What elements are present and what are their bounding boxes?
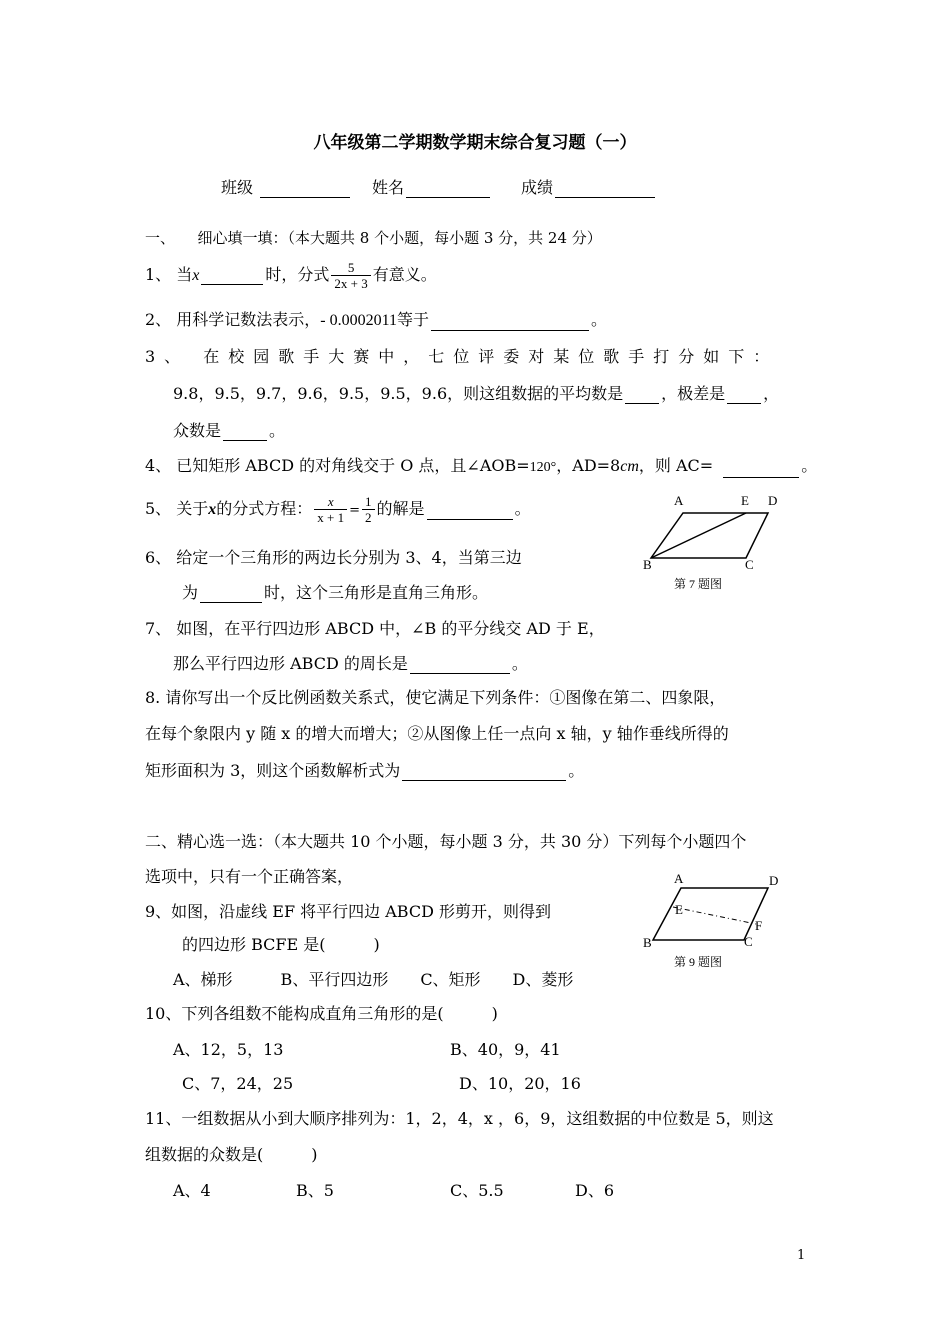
fig7-label-c: C — [745, 557, 754, 572]
q11-option-a[interactable]: A、4 — [173, 1181, 211, 1200]
fig9-label-d: D — [769, 873, 779, 888]
q5-fraction-right: $\frac{1}{2}$ — [362, 494, 375, 525]
question-2: 2、 用科学记数法表示，- 0.0002011等于 。 — [145, 310, 608, 329]
question-11-line2: 组数据的众数是( ) — [145, 1145, 318, 1164]
question-9-line1: 9、如图，沿虚线 EF 将平行四边 ABCD 形剪开，则得到 — [145, 902, 551, 921]
fig9-label-e: E — [675, 902, 683, 917]
question-9-options: A、梯形 B、平行四边形 C、矩形 D、菱形 — [173, 970, 574, 989]
question-9-line2: 的四边形 BCFE 是( ) — [182, 935, 380, 954]
class-blank[interactable] — [260, 181, 350, 198]
q10-option-b[interactable]: B、40，9，41 — [450, 1040, 561, 1059]
fig7-label-e: E — [741, 493, 749, 508]
q5-answer-blank[interactable] — [427, 503, 513, 520]
name-label: 姓名 — [372, 178, 405, 197]
q1-answer-blank[interactable] — [201, 268, 263, 285]
question-6-line1: 6、 给定一个三角形的两边长分别为 3、4，当第三边 — [145, 548, 522, 567]
question-4: 4、 已知矩形 ABCD 的对角线交于 O 点，且∠AOB=120°，AD=8cm，则 AC= 。 — [145, 456, 817, 478]
q3-mode-blank[interactable] — [223, 424, 267, 441]
class-field — [221, 178, 352, 198]
section2-line1: 二、精心选一选：（本大题共 10 个小题，每小题 3 分，共 30 分）下列每个小题四个 — [145, 832, 747, 851]
q10-option-d[interactable]: D、10，20，16 — [459, 1074, 581, 1093]
question-3-line1: 3、 在校园歌手大赛中，七位评委对某位歌手打分如下： — [145, 347, 779, 366]
fig9-label-c: C — [744, 934, 753, 949]
question-11-line1: 11、一组数据从小到大顺序排列为：1，2，4，x ，6，9，这组数据的中位数是 5，则这 — [145, 1109, 774, 1128]
score-label: 成绩 — [521, 178, 554, 197]
question-3-line2: 9.8，9.5，9.7，9.6，9.5，9.5，9.6，则这组数据的平均数是 ，极差是 ， — [173, 384, 780, 403]
figure-7 — [638, 490, 788, 590]
fig9-label-f: F — [755, 918, 763, 933]
section1-heading: 一、 细心填一填：（本大题共 8 个小题，每小题 3 分，共 24 分） — [145, 229, 602, 247]
fig9-parallelogram — [653, 888, 768, 940]
figure-9 — [638, 868, 788, 972]
score-field — [521, 178, 657, 198]
fig9-label-b: B — [643, 935, 652, 950]
question-1: 1、 当x 时，分式 $\frac{5}{2x + 3}$ 有意义。 — [145, 260, 437, 291]
q10-option-a[interactable]: A、12，5，13 — [173, 1040, 284, 1059]
q3-range-blank[interactable] — [727, 387, 761, 404]
name-field — [372, 178, 492, 198]
question-10-stem: 10、下列各组数不能构成直角三角形的是( ) — [145, 1004, 498, 1023]
q5-fraction-left: $\frac{x}{x + 1}$ — [314, 494, 347, 525]
page-number: 1 — [797, 1248, 806, 1263]
question-5: 5、 关于x的分式方程： $\frac{x}{x + 1}$ = $\frac{1}{2}$ 的解是 。 — [145, 494, 531, 525]
q4-answer-blank[interactable] — [723, 461, 799, 478]
q11-option-b[interactable]: B、5 — [296, 1181, 334, 1200]
fig7-parallelogram — [651, 513, 768, 558]
q3-mean-blank[interactable] — [625, 387, 659, 404]
fig7-label-a: A — [674, 493, 684, 508]
fig9-cut-line-ef — [673, 907, 756, 924]
question-7-line1: 7、 如图，在平行四边形 ABCD 中，∠B 的平分线交 AD 于 E， — [145, 619, 605, 638]
name-blank[interactable] — [406, 181, 490, 198]
question-8-line1: 8. 请你写出一个反比例函数关系式，使它满足下列条件：①图像在第二、四象限， — [145, 688, 726, 707]
q10-option-c[interactable]: C、7，24，25 — [182, 1074, 294, 1093]
q7-answer-blank[interactable] — [410, 657, 510, 674]
score-blank[interactable] — [555, 181, 655, 198]
fig9-label-a: A — [674, 871, 684, 886]
page-title: 八年级第二学期数学期末综合复习题（一） — [313, 133, 637, 153]
q11-option-c[interactable]: C、5.5 — [450, 1181, 504, 1200]
fig7-bisector-line — [651, 513, 746, 558]
q6-answer-blank[interactable] — [200, 586, 262, 603]
section2-line2: 选项中，只有一个正确答案， — [145, 867, 354, 886]
question-8-line3: 矩形面积为 3，则这个函数解析式为 。 — [145, 761, 585, 780]
q2-answer-blank[interactable] — [431, 314, 589, 331]
q1-fraction: $\frac{5}{2x + 3}$ — [331, 260, 370, 291]
question-3-line3: 众数是 。 — [173, 421, 286, 440]
question-8-line2: 在每个象限内 y 随 x 的增大而增大；②从图像上任一点向 x 轴，y 轴作垂线所得的 — [145, 724, 729, 743]
fig7-caption: 第 7 题图 — [674, 577, 723, 590]
question-7-line2: 那么平行四边形 ABCD 的周长是 。 — [173, 654, 528, 673]
fig9-caption: 第 9 题图 — [674, 955, 723, 969]
fig7-label-d: D — [768, 493, 778, 508]
class-label: 班级 — [221, 178, 254, 197]
fig7-label-b: B — [643, 557, 652, 572]
q11-option-d[interactable]: D、6 — [575, 1181, 615, 1200]
q8-answer-blank[interactable] — [402, 764, 566, 781]
question-6-line2: 为 时，这个三角形是直角三角形。 — [182, 583, 489, 602]
